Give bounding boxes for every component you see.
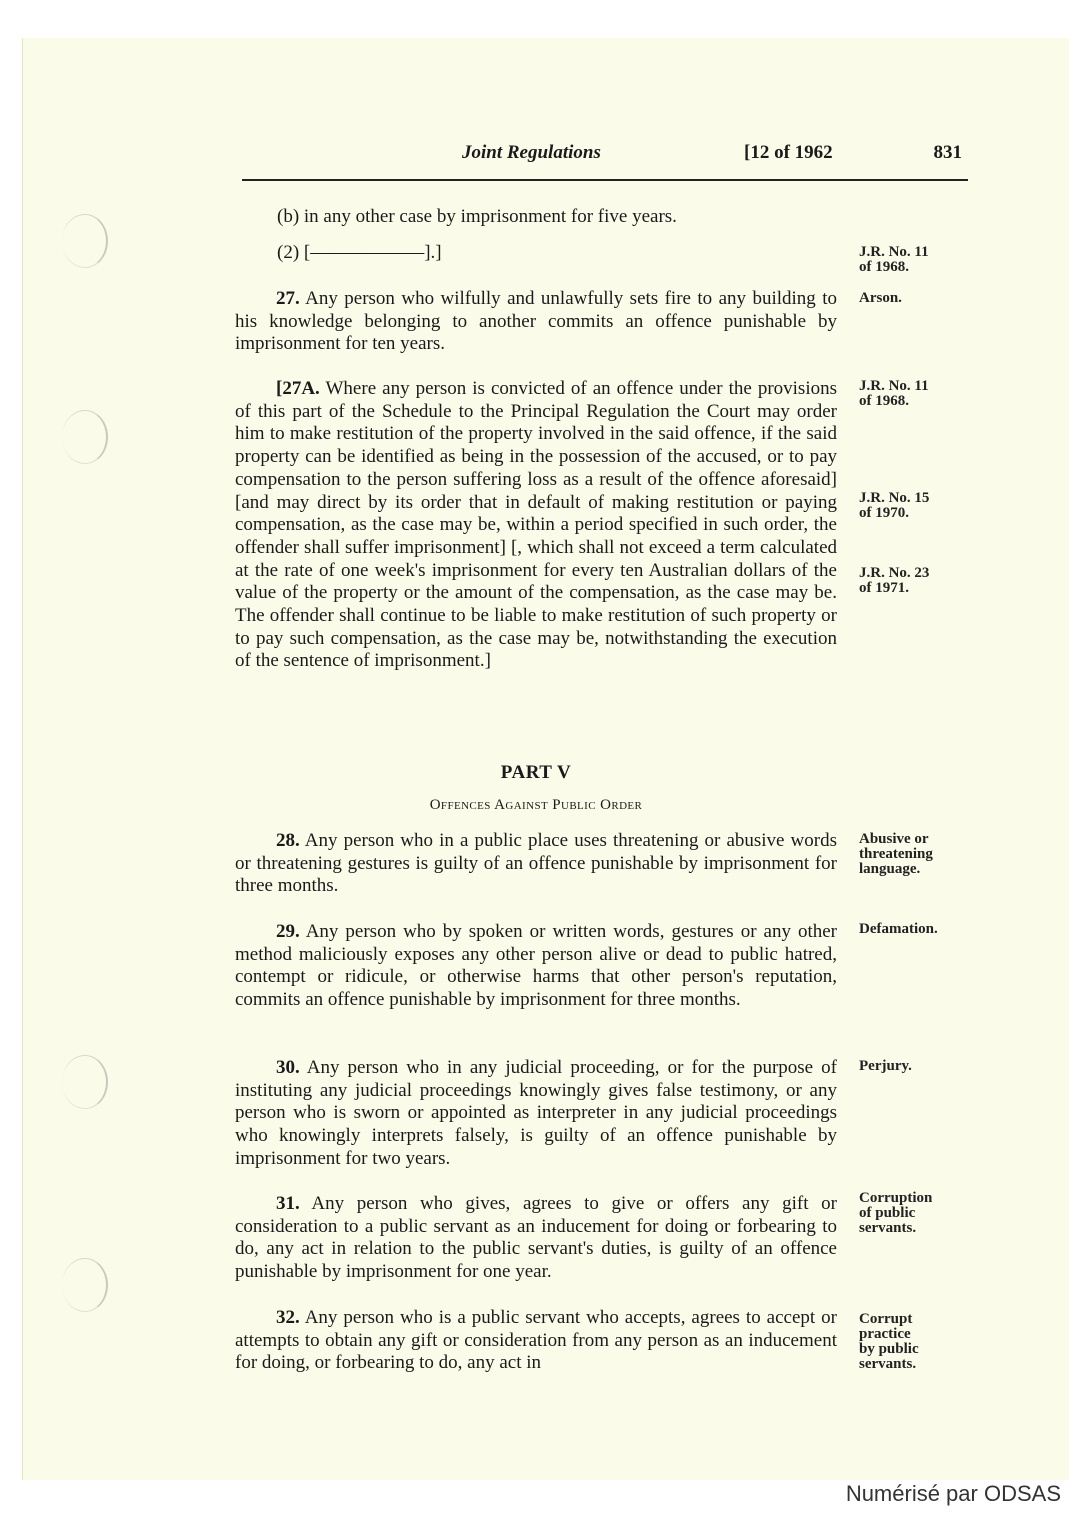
section-text: Any person who in a public place uses threatening or abusive words or threatening gestures is guilty of an offence punishable by imprisonment for three months. <box>235 830 837 897</box>
margin-note-defamation: Defamation. <box>859 921 938 937</box>
margin-note-perjury: Perjury. <box>859 1058 912 1074</box>
running-header <box>242 140 968 170</box>
header-act: [12 of 1962 <box>744 142 833 163</box>
section-text: Any person who in any judicial proceeding, or for the purpose of instituting any judicial proceedings knowingly gives false testimony, or any person who is sworn or appointed as interpreter in any judicial proceedings who knowingly interprets falsely, is guilty of an offence punishable by imprisonment for two years. <box>235 1057 838 1169</box>
section-text: Any person who by spoken or written words, gestures or any other method maliciously exposes any other person alive or dead to public hatred, contempt or ridicule, or otherwise harms that other person's reputation, commits an offence punishable by imprisonment for three months. <box>235 921 837 1011</box>
punch-hole <box>62 410 108 464</box>
section-number: 30. <box>276 1057 300 1078</box>
section-28 <box>235 830 837 898</box>
section-30 <box>235 1057 837 1171</box>
para-b: (b) in any other case by imprisonment for five years. <box>277 206 677 227</box>
part-heading: Offences Against Public Order <box>429 797 643 813</box>
section-number: 27. <box>276 288 300 309</box>
margin-note-jr15-1970: J.R. No. 15 of 1970. <box>859 490 930 521</box>
header-rule <box>242 179 968 181</box>
part-title: PART V <box>500 762 572 783</box>
section-text: Where any person is convicted of an offence under the provisions of this part of the Schedule to the Principal Regulation the Court may order him to make restitution of the property involved in the said offence, if the said property can be identified as being in the possession of the accused, or to pay compensation to the person suffering loss as a result of the offence aforesaid] [and may direct by its order that in default of making restitution or paying compensation, as the case may be, within a period specified in such order, the offender shall suffer imprisonment] [, which shall not exceed a term calculated at the rate of one week's imprisonment for every ten Australian dollars of the value of the property or the amount of the compensation, as the case may be. The offender shall continue to be liable to make restitution of such property or to pay such compensation, as the case may be, notwithstanding the execution of the sentence of imprisonment.] <box>235 378 837 672</box>
section-number: 28. <box>276 830 300 851</box>
para-2-repealed: (2) [——————].] <box>277 242 442 263</box>
section-29 <box>235 921 837 1012</box>
margin-note-jr11-1968: J.R. No. 11 of 1968. <box>859 244 929 275</box>
header-title: Joint Regulations <box>462 142 601 163</box>
section-number: [27A. <box>276 378 320 399</box>
digitization-watermark: Numérisé par ODSAS <box>845 1481 1061 1506</box>
margin-note-arson: Arson. <box>859 290 902 306</box>
section-27a <box>235 378 837 673</box>
margin-note-corrupt-practice: Corrupt practice by public servants. <box>859 1311 919 1372</box>
margin-note-jr23-1971: J.R. No. 23 of 1971. <box>859 565 930 596</box>
margin-note-corruption: Corruption of public servants. <box>859 1190 933 1236</box>
section-27 <box>235 288 837 356</box>
section-31 <box>235 1193 837 1284</box>
margin-note-abusive-language: Abusive or threatening language. <box>859 831 933 877</box>
section-number: 32. <box>276 1307 300 1328</box>
section-text: Any person who wilfully and unlawfully sets fire to any building to his knowledge belonging to another commits an offence punishable by imprisonment for ten years. <box>235 288 837 355</box>
punch-hole <box>62 1258 108 1312</box>
punch-hole <box>62 1055 108 1109</box>
section-text: Any person who gives, agrees to give or offers any gift or consideration to a public servant as an inducement for doing or forbearing to do, any act in relation to the public servant's duties, is guilty of an offence punishable by imprisonment for one year. <box>235 1193 837 1283</box>
section-text: Any person who is a public servant who accepts, agrees to accept or attempts to obtain any gift or consideration from any person as an inducement for doing, or forbearing to do, any act in <box>235 1307 838 1374</box>
page-number: 831 <box>933 142 962 163</box>
margin-note-jr11-1968: J.R. No. 11 of 1968. <box>859 378 929 409</box>
section-number: 31. <box>276 1193 300 1214</box>
section-number: 29. <box>276 921 300 942</box>
punch-hole <box>62 214 108 268</box>
section-32 <box>235 1307 837 1375</box>
